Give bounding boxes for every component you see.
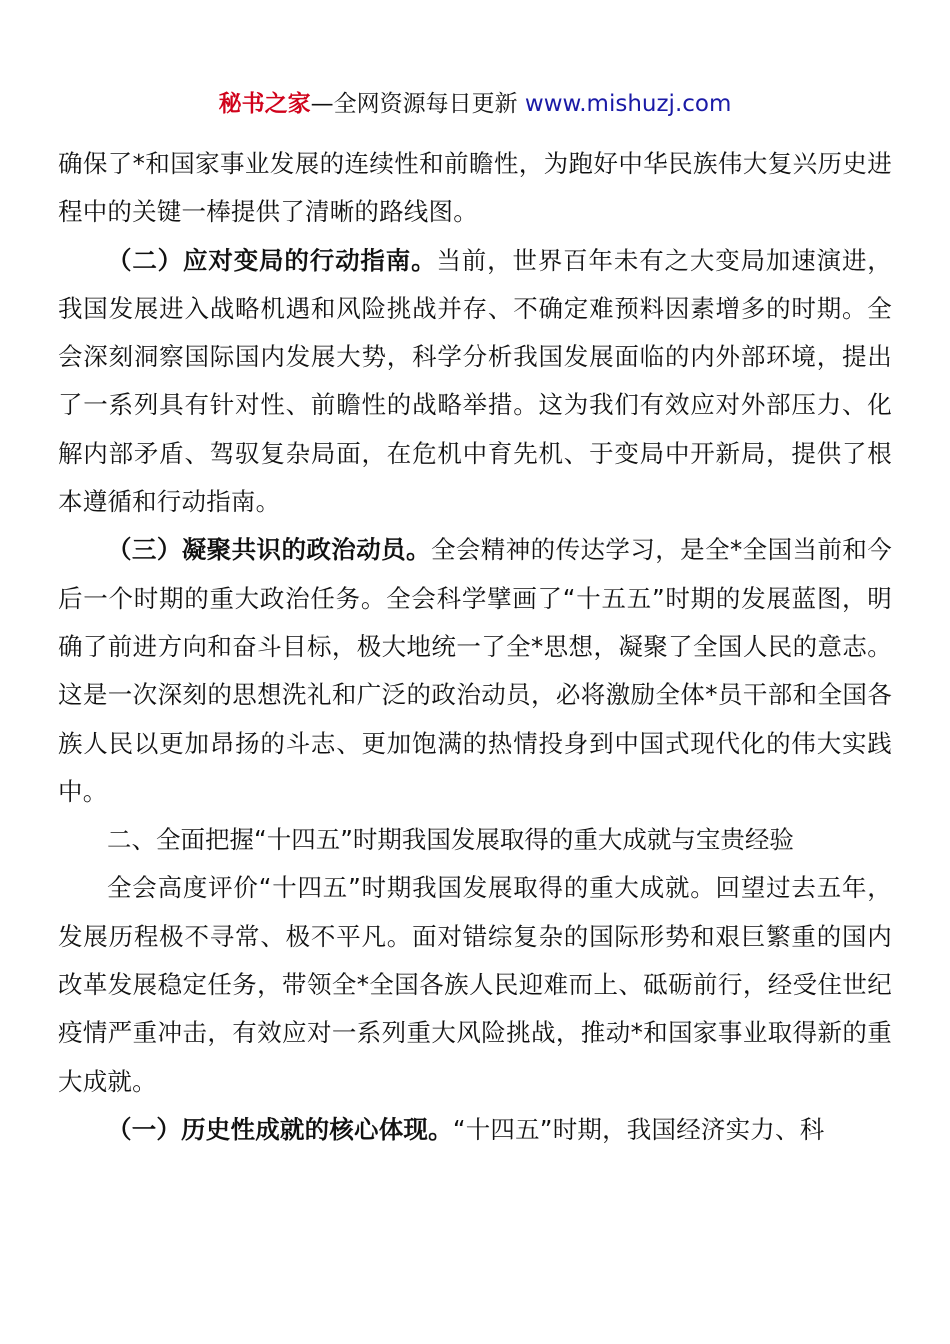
site-url-link[interactable]: www.mishuzj.com — [524, 91, 732, 117]
subheading-historic-achievements: （一）历史性成就的核心体现。 — [107, 1114, 453, 1144]
subheading-action-guide: （二）应对变局的行动指南。 — [107, 245, 437, 275]
paragraph-historic-achievements — [58, 1106, 892, 1154]
paragraph-achievements: 全会高度评价“十四五”时期我国发展取得的重大成就。回望过去五年，发展历程极不寻常、极不平凡。面对错综复杂的国际形势和艰巨繁重的国内改革发展稳定任务，带领全*全国各族人民迎难而上、砥砺前行，经受住世纪疫情严重冲击，有效应对一系列重大风险挑战，推动*和国家事业取得新的重大成就。 — [58, 873, 892, 1096]
paragraph-historic-achievements-body: “十四五”时期，我国经济实力、科 — [452, 1114, 825, 1144]
paragraph-political-mobilization-body: 全会精神的传达学习，是全*全国当前和今后一个时期的重大政治任务。全会科学擘画了“十五五”时期的发展蓝图，明确了前进方向和奋斗目标，极大地统一了全*思想，凝聚了全国人民的意志。这是一次深刻的思想洗礼和广泛的政治动员，必将激励全体*员干部和全国各族人民以更加昂扬的斗志、更加饱满的热情投身到中国式现代化的伟大实践中。 — [58, 535, 892, 806]
document-body — [58, 140, 892, 1154]
paragraph-action-guide — [58, 237, 892, 527]
site-header — [0, 88, 950, 120]
site-tagline: —全网资源每日更新 — [310, 91, 525, 117]
paragraph-action-guide-body: 当前，世界百年未有之大变局加速演进，我国发展进入战略机遇和风险挑战并存、不确定难预料因素增多的时期。全会深刻洞察国际国内发展大势，科学分析我国发展面临的内外部环境，提出了一系列具有针对性、前瞻性的战略举措。这为我们有效应对外部压力、化解内部矛盾、驾驭复杂局面，在危机中育先机、于变局中开新局，提供了根本遵循和行动指南。 — [58, 245, 892, 517]
site-brand: 秘书之家 — [218, 91, 311, 117]
section-heading: 二、全面把握“十四五”时期我国发展取得的重大成就与宝贵经验 — [107, 825, 794, 855]
paragraph-political-mobilization — [58, 526, 892, 816]
subheading-political-mobilization: （三）凝聚共识的政治动员。 — [107, 535, 431, 565]
paragraph-continuation: 确保了*和国家事业发展的连续性和前瞻性，为跑好中华民族伟大复兴历史进程中的关键一棒提供了清晰的路线图。 — [58, 149, 892, 227]
